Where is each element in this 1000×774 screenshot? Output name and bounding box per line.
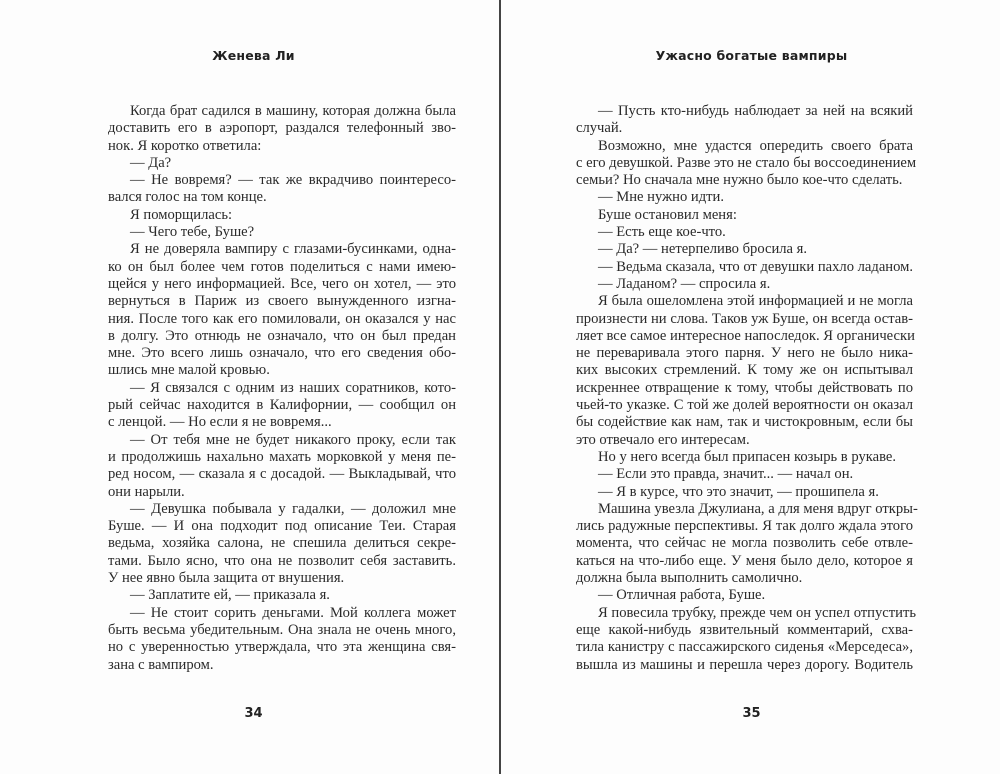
- text-line: момента, что сейчас не могла позволить себе отвле-: [576, 535, 913, 552]
- text-line: бы содействие как нам, так и чистокровным, если бы: [576, 414, 913, 431]
- text-line: мне. Это всего лишь означало, что его сведения обо-: [108, 345, 456, 362]
- text-line: — Если это правда, значит... — начал он.: [598, 466, 854, 483]
- text-line: и продолжишь нахально махать морковкой у меня пе-: [108, 448, 456, 465]
- text-line: ко он был более чем готов поделиться с нами имею-: [108, 258, 456, 275]
- text-line: вался голос на том конце.: [108, 189, 267, 206]
- text-line: рый сейчас находится в Калифорнии, — сообщил он: [108, 397, 456, 414]
- text-line: — Заплатите ей, — приказала я.: [130, 587, 330, 604]
- text-line: доставить его в аэропорт, раздался телефонный зво-: [108, 120, 456, 137]
- text-line: это отвечало его интересам.: [576, 431, 750, 448]
- page-body-text: [108, 103, 456, 674]
- text-line: — Да?: [130, 154, 172, 171]
- text-line: быть весьма убедительным. Она знала не очень много,: [108, 621, 456, 638]
- text-line: чьей-то указке. С той же долей вероятности он оказал: [576, 397, 913, 414]
- text-line: случай.: [576, 120, 623, 137]
- text-line: шлись мне малой кровью.: [108, 362, 270, 379]
- running-head-author: Женева Ли: [212, 48, 295, 63]
- text-line: Буше остановил меня:: [598, 206, 737, 223]
- text-line: в долгу. Это отнюдь не означало, что он был предан: [108, 327, 456, 344]
- text-line: с его девушкой. Разве это не стало бы воссоединением: [576, 154, 917, 171]
- text-line: — Чего тебе, Буше?: [130, 224, 255, 241]
- text-line: Я не доверяла вампиру с глазами-бусинками, одна-: [130, 241, 456, 258]
- text-line: произнести ни слова. Таков уж Буше, он всегда остав-: [576, 310, 913, 327]
- text-line: вышла из машины и перешла через дорогу. Водитель: [576, 656, 913, 673]
- text-line: — Я в курсе, что это значит, — прошипела я.: [598, 483, 879, 500]
- text-line: — Не вовремя? — так же вкрадчиво поинтересо-: [130, 172, 456, 189]
- text-line: тила канистру с пассажирского сиденья «Мерседеса»,: [576, 639, 913, 656]
- text-line: ния. После того как его помиловали, он оказался у нас: [108, 310, 456, 327]
- text-line: ред носом, — сказала я с досадой. — Выкладывай, что: [108, 466, 456, 483]
- text-line: но с уверенностью утверждала, что эта женщина свя-: [108, 639, 456, 656]
- right-page: [501, 0, 1000, 774]
- text-line: — Отличная работа, Буше.: [598, 587, 766, 604]
- text-line: Возможно, мне удастся опередить своего брата: [598, 137, 913, 154]
- text-line: нок. Я коротко ответила:: [108, 137, 262, 154]
- text-line: — Ладаном? — спросила я.: [598, 275, 771, 292]
- page-number: 35: [742, 706, 761, 721]
- text-line: Буше. — И она подходит под описание Теи. Старая: [108, 518, 456, 535]
- text-line: У нее явно была защита от внушения.: [108, 570, 345, 587]
- text-line: лись радужные перспективы. Я так долго ждала этого: [576, 518, 913, 535]
- text-line: Я была ошеломлена этой информацией и не могла: [598, 293, 913, 310]
- text-line: с ленцой. — Но если я не вовремя...: [108, 414, 332, 431]
- text-line: Я повесила трубку, прежде чем он успел отпустить: [598, 604, 916, 621]
- text-line: не переваривала этого парня. У него не было ника-: [576, 345, 913, 362]
- text-line: — Есть еще кое-что.: [598, 224, 726, 241]
- text-line: искреннее отвращение к тому, чтобы действовать по: [576, 379, 913, 396]
- text-line: щейся у него информацией. Все, чего он хотел, — это: [108, 275, 456, 292]
- text-line: — Ведьма сказала, что от девушки пахло ладаном.: [598, 258, 914, 275]
- text-line: — От тебя мне не будет никакого проку, если так: [130, 431, 456, 448]
- text-line: — Девушка побывала у гадалки, — доложил мне: [130, 500, 456, 517]
- text-line: зана с вампиром.: [108, 656, 214, 673]
- text-line: ляет все самое интересное напоследок. Я органически: [576, 327, 915, 344]
- text-line: Я поморщилась:: [130, 206, 233, 223]
- page-body-text: [576, 103, 918, 674]
- text-line: ких высоких стремлений. К тому же он испытывал: [576, 362, 913, 379]
- text-line: должна была выполнить самолично.: [576, 570, 803, 587]
- text-line: каться на что-либо еще. У меня было дело, которое я: [576, 552, 913, 569]
- text-line: они нарыли.: [108, 483, 185, 500]
- text-line: — Мне нужно идти.: [598, 189, 724, 206]
- text-line: ведьма, хозяйка салона, не спешила делиться секре-: [108, 535, 456, 552]
- page-number: 34: [244, 706, 263, 721]
- text-line: Машина увезла Джулиана, а для меня вдруг откры-: [598, 500, 918, 517]
- text-line: — Не стоит сорить деньгами. Мой коллега может: [130, 604, 456, 621]
- text-line: вернуться в Париж из своего вынужденного изгна-: [108, 293, 456, 310]
- text-line: Когда брат садился в машину, которая должна была: [130, 103, 456, 119]
- text-line: Но у него всегда был припасен козырь в рукаве.: [598, 448, 897, 465]
- text-line: — Я связался с одним из наших соратников, кото-: [130, 379, 456, 396]
- left-page: [0, 0, 499, 774]
- text-line: — Да? — нетерпеливо бросила я.: [598, 241, 808, 258]
- text-line: тами. Было ясно, что она не позволит себя заставить.: [108, 552, 456, 569]
- text-line: семьи? Но сначала мне нужно было кое-что сделать.: [576, 172, 903, 189]
- text-line: — Пусть кто-нибудь наблюдает за ней на всякий: [598, 103, 913, 119]
- running-head-title: Ужасно богатые вампиры: [655, 48, 848, 63]
- text-line: еще какой-нибудь язвительный комментарий, схва-: [576, 621, 913, 638]
